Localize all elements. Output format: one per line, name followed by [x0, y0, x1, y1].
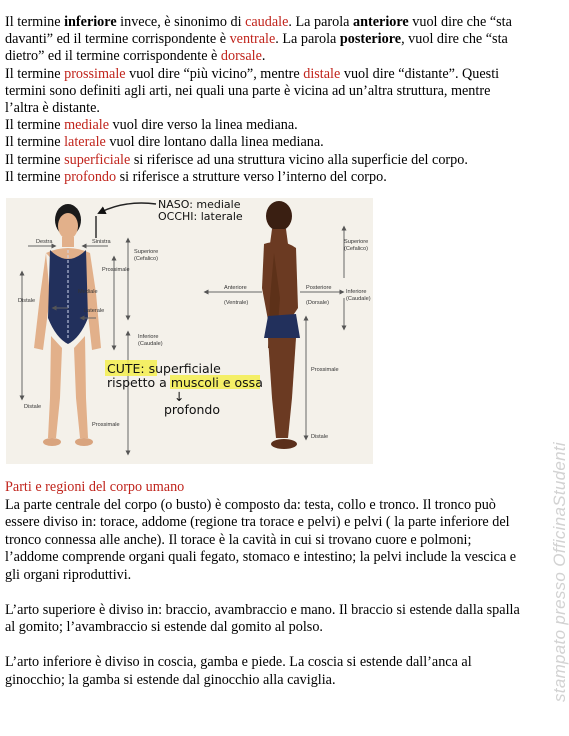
annotation-occhi: OCCHI: laterale — [158, 210, 243, 223]
intro-line-10: Il termine profondo si riferisce a strutture verso l’interno del corpo. — [5, 168, 387, 185]
paragraph-upper-limb-line-1: L’arto superiore è diviso in: braccio, avambraccio e mano. Il braccio si estende dalla spalla — [5, 601, 520, 618]
watermark: stampato presso OfficinaStudenti — [550, 441, 569, 702]
anatomy-figure — [6, 198, 373, 464]
intro-text — [5, 14, 555, 186]
label-distale-c: Distale — [311, 434, 329, 440]
label-sinistra: Sinistra — [92, 239, 111, 245]
section-heading: Parti e regioni del corpo umano — [5, 479, 185, 495]
label-superiore-a: Superiore — [134, 249, 159, 255]
annotation-profondo: profondo — [164, 402, 220, 417]
paragraph-trunk-line-1: La parte centrale del corpo (o busto) è composto da: testa, collo e tronco. Il tronco può — [5, 496, 496, 513]
label-caudale-a: (Caudale) — [138, 341, 163, 347]
paragraph-upper-limb-line-2: al gomito; l’avambraccio si estende dal gomito al polso. — [5, 619, 323, 635]
intro-line-2: davanti” ed il termine corrispondente è ventrale. La parola posteriore, vuol dire che “sta — [5, 31, 508, 48]
intro-line-6: l’altra è distante. — [5, 100, 100, 117]
label-posteriore: Posteriore — [306, 285, 332, 291]
intro-line-9: Il termine superficiale si riferisce ad una struttura vicino alla superficie del corpo. — [5, 151, 468, 168]
handwritten-pointer-arrow — [101, 203, 156, 212]
intro-line-3: dietro” ed il termine corrispondente è dorsale. — [5, 48, 266, 65]
label-superiore-b: Superiore — [344, 239, 369, 245]
paragraph-trunk-line-5: gli organi riproduttivi. — [5, 566, 132, 583]
label-distale-b: Distale — [24, 404, 42, 410]
label-inferiore-b: Inferiore — [346, 289, 367, 295]
label-prossimale-c: Prossimale — [311, 367, 339, 373]
label-destra: Destra — [36, 239, 53, 245]
label-anteriore: Anteriore — [224, 285, 247, 291]
label-caudale-b: (Caudale) — [346, 296, 371, 302]
label-prossimale-b: Prossimale — [92, 422, 120, 428]
label-mediale: Mediale — [78, 289, 98, 295]
label-inferiore-a: Inferiore — [138, 334, 159, 340]
label-laterale: Laterale — [84, 308, 105, 314]
label-cefalico-b: (Cefalico) — [344, 246, 368, 252]
paragraph-lower-limb-line-2: ginocchio; la gamba si estende dal ginocchio alla caviglia. — [5, 671, 336, 688]
male-figure — [262, 201, 300, 449]
anatomy-illustration — [6, 198, 373, 464]
annotation-arrow: ↓ — [174, 389, 185, 404]
intro-line-4: Il termine prossimale vuol dire “più vicino”, mentre distale vuol dire “distante”. Questi — [5, 65, 500, 82]
intro-line-8: Il termine laterale vuol dire lontano dalla linea mediana. — [5, 134, 324, 151]
label-prossimale-a: Prossimale — [102, 267, 130, 273]
label-ventrale: (Ventrale) — [224, 300, 249, 306]
paragraph-trunk-line-2: essere diviso in: torace, addome (regione tra torace e pelvi) e pelvi ( la parte inferiore del — [5, 514, 510, 530]
annotation-naso: NASO: mediale — [158, 198, 241, 211]
annotation-cute: CUTE: superficiale — [107, 361, 221, 376]
intro-line-5: termini sono definiti agli arti, nei quali una parte è vicina ad un’altra struttura, mentre — [5, 82, 491, 99]
label-distale-a: Distale — [18, 298, 36, 304]
body-parts-section — [5, 479, 555, 689]
paragraph-lower-limb-line-1: L’arto inferiore è diviso in coscia, gamba e piede. La coscia si estende dall’anca al — [5, 654, 472, 670]
intro-line-7: Il termine mediale vuol dire verso la linea mediana. — [5, 117, 298, 134]
label-cefalico-a: (Cefalico) — [134, 256, 158, 262]
annotation-rispetto: rispetto a muscoli e ossa — [107, 375, 263, 390]
paragraph-trunk-line-4: l’addome comprende organi quali fegato, stomaco e intestino; la pelvi include la vescica e — [5, 549, 517, 565]
intro-line-1: Il termine inferiore invece, è sinonimo di caudale. La parola anteriore vuol dire che “sta — [5, 14, 512, 30]
label-dorsale: (Dorsale) — [306, 300, 330, 306]
paragraph-trunk-line-3: tronco connessa alle anche). Il torace è la cavità in cui si trovano cuore e polmoni; — [5, 531, 472, 548]
